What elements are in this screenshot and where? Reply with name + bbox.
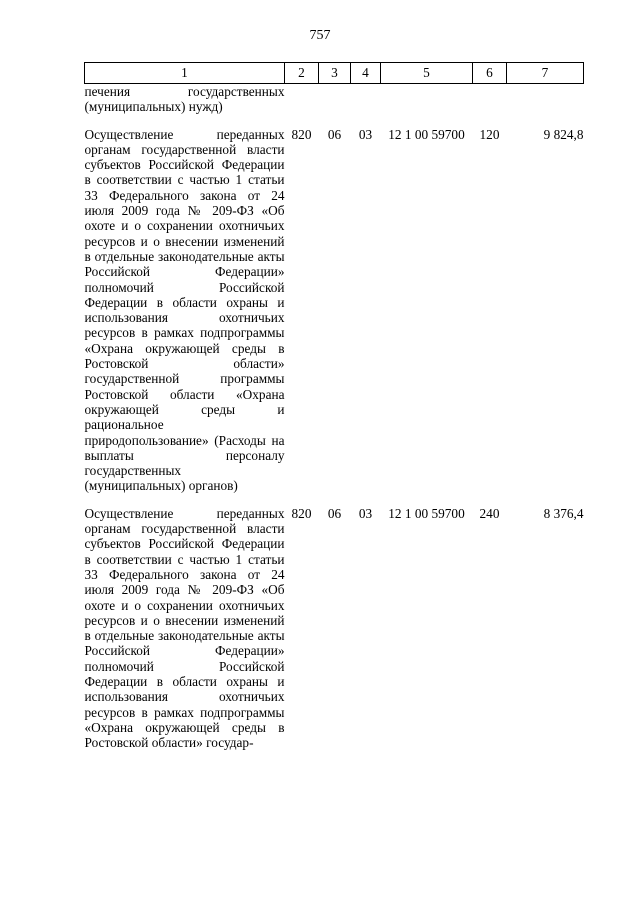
row-description: Осуществление переданных органам государственной власти субъектов Российской Федерации в соответствии с частью 1 статьи 33 Федерального закона от 24 июля 2009 года № 209-ФЗ «Об охоте и о сохранении охотничьих ресурсов и о внесении изменений в отдельные законодательные акты Российской Федерации» полномочий Российской Федерации в области охраны и использования охотничьих ресурсов в рамках подпрограммы «Охрана окружающей среды в Ростовской области» государ- (84, 505, 285, 751)
continuation-description: печения государственных (муниципальных) нужд) (84, 84, 285, 115)
header-col-7: 7 (507, 63, 584, 84)
table-row (85, 494, 584, 751)
table-row-continuation (85, 84, 584, 115)
header-col-3: 3 (319, 63, 351, 84)
row-description: Осуществление переданных органам государственной власти субъектов Российской Федерации в соответствии с частью 1 статьи 33 Федерального закона от 24 июля 2009 года № 209-ФЗ «Об охоте и о сохранении охотничьих ресурсов и о внесении изменений в отдельные законодательные акты Российской Федерации» полномочий Российской Федерации в области охраны и использования охотничьих ресурсов в рамках подпрограммы «Охрана окружающей среды в Ростовской области» государственной программы Ростовской области «Охрана окружающей среды и рациональное природопользование» (Расходы на выплаты персоналу государственных (муниципальных) органов) (84, 126, 285, 494)
row-col-3: 06 (327, 505, 342, 521)
row-col-6: 240 (479, 505, 500, 521)
row-col-5: 12 1 00 59700 (388, 126, 465, 142)
row-col-5: 12 1 00 59700 (388, 505, 465, 521)
budget-table (84, 62, 584, 750)
row-col-7: 9 824,8 (543, 126, 584, 142)
header-col-4: 4 (351, 63, 381, 84)
row-col-6: 120 (479, 126, 500, 142)
header-col-6: 6 (473, 63, 507, 84)
table-row (85, 115, 584, 494)
row-col-2: 820 (291, 126, 312, 142)
table-header-row (85, 63, 584, 84)
header-col-2: 2 (285, 63, 319, 84)
page-number: 757 (309, 28, 331, 43)
header-col-5: 5 (381, 63, 473, 84)
row-col-7: 8 376,4 (543, 505, 584, 521)
header-col-1: 1 (85, 63, 285, 84)
row-col-2: 820 (291, 505, 312, 521)
row-col-4: 03 (358, 126, 373, 142)
row-col-4: 03 (358, 505, 373, 521)
row-col-3: 06 (327, 126, 342, 142)
